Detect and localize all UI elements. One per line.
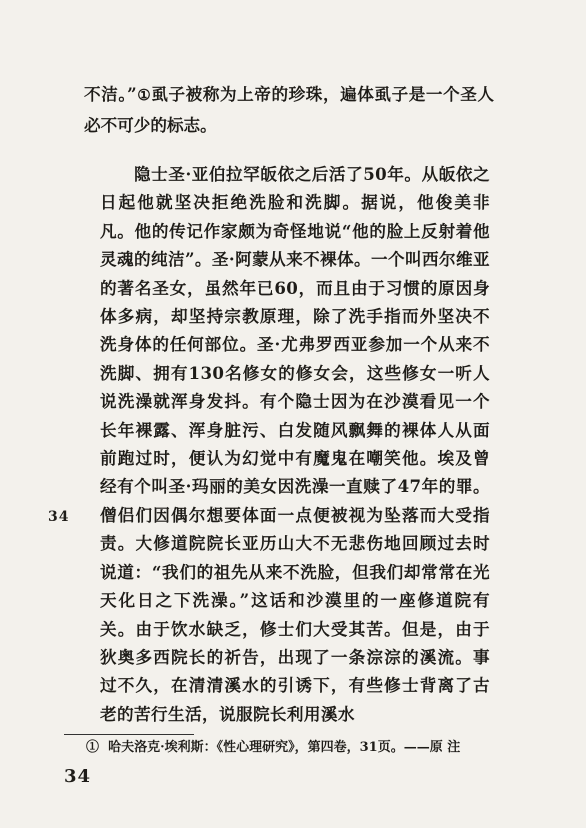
main-paragraph: 隐士圣·亚伯拉罕皈依之后活了50年。从皈依之日起他就坚决拒绝洗脸和洗脚。据说，他俊美非凡。他的传记作家颇为奇怪地说“他的脸上反射着他灵魂的纯洁”。圣·阿蒙从来不裸体。一个叫西尔维亚的著名圣女，虽然年已60，而且由于习惯的原因身体多病，却坚持宗教原理，除了洗手指而外坚决不洗身体的任何部位。圣·尤弗罗西亚参加一个从来不洗脚、拥有130名修女的修女会，这些修女一听人说洗澡就浑身发抖。有个隐士因为在沙漠看见一个长年裸露、浑身脏污、白发随风飘舞的裸体人从面前跑过时，便认为幻觉中有魔鬼在嘲笑他。埃及曾经有个叫圣·玛丽的美女因洗澡一直赎了47年的罪。僧侣们因偶尔想要体面一点便被视为坠落而大受指责。大修道院院长亚历山大不无悲伤地回顾过去时说道：“我们的祖先从来不洗脸，但我们却常常在光天化日之下洗澡。”这话和沙漠里的一座修道院有关。由于饮水缺乏，修士们大受其苦。但是，由于狄奥多西院长的祈告，出现了一条淙淙的溪流。事过不久，在清清溪水的引诱下，有些修士背离了古老的苦行生活，说服院长利用溪水 xyxy=(100,164,490,724)
margin-number: 34 xyxy=(48,509,70,525)
continued-paragraph xyxy=(84,79,494,140)
footnote xyxy=(86,738,490,758)
footnote-divider xyxy=(64,734,194,735)
footnote-reference-mark: ① xyxy=(136,86,152,104)
paragraph-text-after-note: 虱子被称为上帝的珍珠，遍体虱子是一个圣人必不可少的标志。 xyxy=(84,84,495,135)
footnote-mark: ① xyxy=(86,740,100,755)
paragraph-text-before-note: 不洁。” xyxy=(84,84,137,104)
footnote-text: 哈夫洛克·埃利斯：《性心理研究》，第四卷，31页。——原 注 xyxy=(108,740,461,755)
page-number: 34 xyxy=(64,766,92,787)
